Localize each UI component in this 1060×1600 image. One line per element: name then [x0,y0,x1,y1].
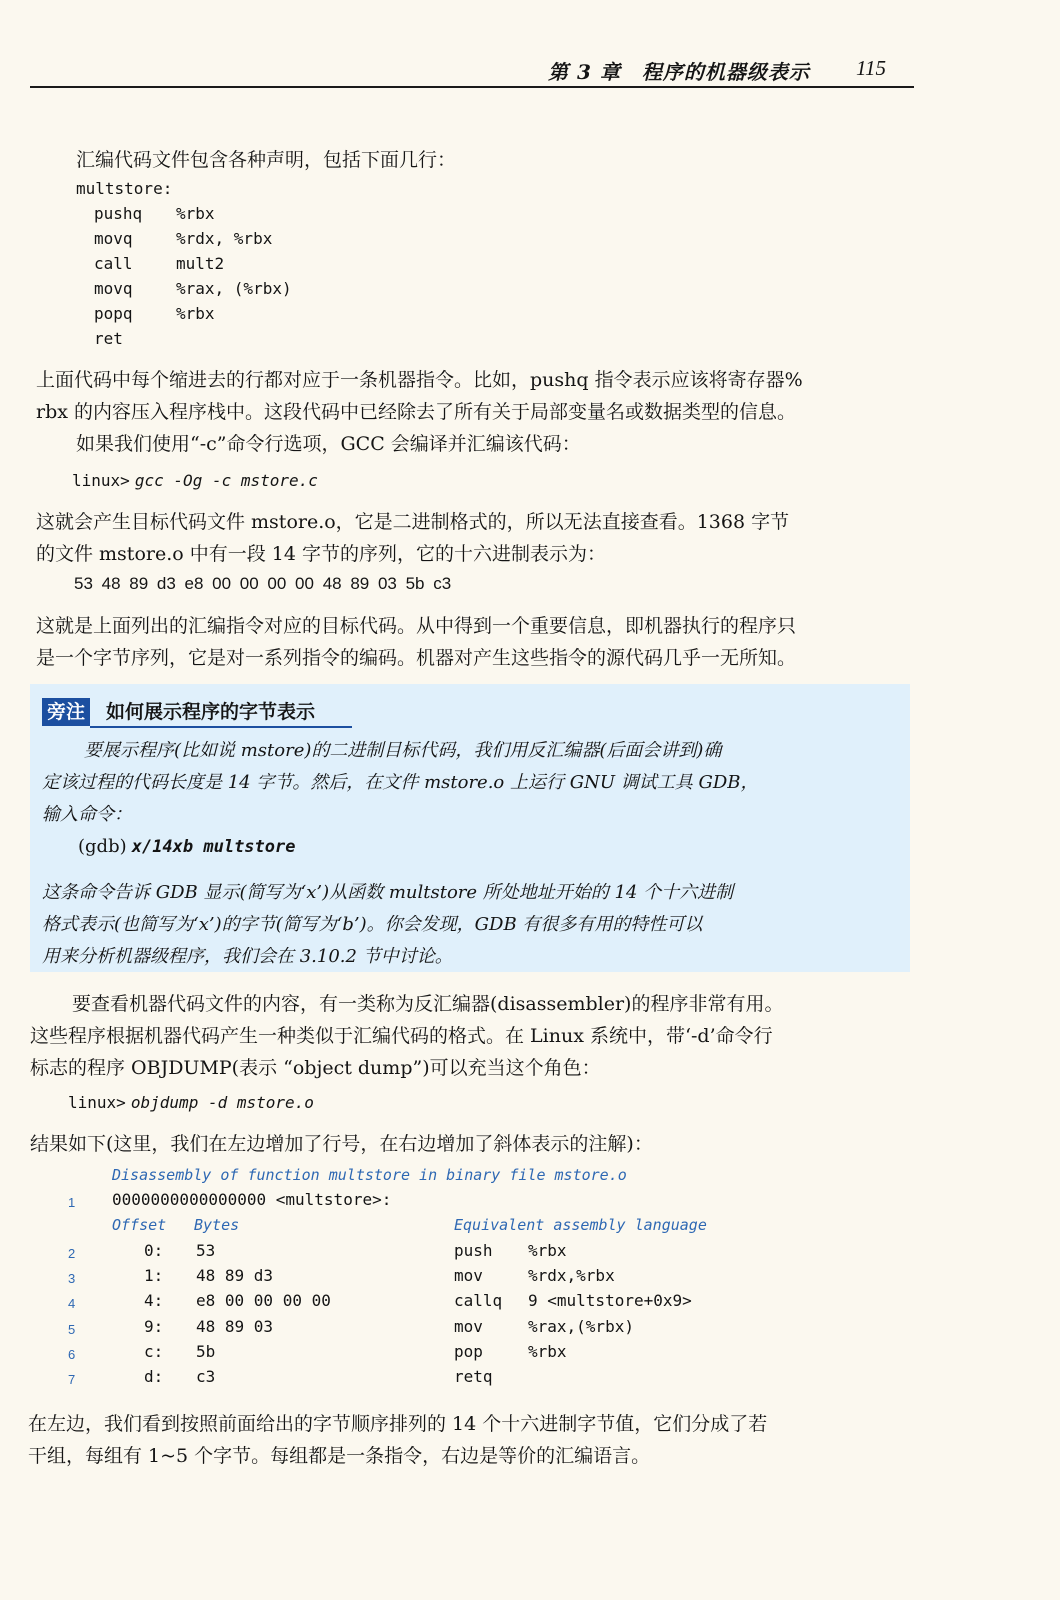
column-header-bytes: Bytes [194,1216,240,1234]
gdb-command-text: x/14xb multstore [131,837,296,857]
paragraph-line: 的文件 mstore.o 中有一段 14 字节的序列，它的十六进制表示为： [36,543,606,565]
code-line: movq %rax, (%rbx) [94,279,292,298]
op-cell: mov [454,1317,483,1336]
op-cell: pop [454,1342,483,1361]
bytes-cell: e8 00 00 00 00 [196,1291,331,1310]
sidebar-line: 这条命令告诉 GDB 显示(简写为‘x’)从函数 multstore 所处地址开始的 14 个十六进制 [42,882,734,903]
shell-prompt: linux> [72,471,130,490]
disassembly-line: 0000000000000000 <multstore>: [112,1190,392,1209]
sidebar-badge: 旁注 [42,698,90,726]
page-number: 115 [856,56,886,80]
code-line: ret [94,329,123,348]
line-number: 3 [68,1271,76,1286]
shell-command [68,1090,314,1115]
line-number: 5 [68,1322,76,1337]
sidebar-line: 定该过程的代码长度是 14 字节。然后，在文件 mstore.o 上运行 GNU 调试工具 GDB， [42,772,759,793]
offset-cell: 0: [144,1241,164,1260]
paragraph-line: 在左边，我们看到按照前面给出的字节顺序排列的 14 个十六进制字节值，它们分成了若 [28,1413,768,1435]
line-number: 2 [68,1246,76,1261]
paragraph-line: 这就会产生目标代码文件 mstore.o，它是二进制格式的，所以无法直接查看。1368 字节 [36,511,790,533]
disassembly-caption: Disassembly of function multstore in binary file mstore.o [112,1166,627,1184]
line-number: 4 [68,1296,76,1311]
paragraph-line: 要查看机器代码文件的内容，有一类称为反汇编器(disassembler)的程序非常有用。 [72,993,784,1015]
offset-cell: c: [144,1342,164,1361]
column-header-offset: Offset [112,1216,167,1234]
line-number: 6 [68,1347,76,1362]
code-block-multstore [76,176,292,351]
column-header-equivalent: Equivalent assembly language [454,1216,707,1234]
sidebar-line: 格式表示(也简写为‘x’)的字节(简写为‘b’)。你会发现，GDB 有很多有用的特性可以 [42,914,703,935]
header-rule [30,86,914,88]
code-line: pushq %rbx [94,204,215,223]
arg-cell: %rbx [528,1241,567,1260]
code-line: movq %rdx, %rbx [94,229,273,248]
paragraph-line: rbx 的内容压入程序栈中。这段代码中已经除去了所有关于局部变量名或数据类型的信息。 [36,401,797,423]
line-number: 7 [68,1372,76,1387]
sidebar-line: 输入命令： [42,804,132,825]
gdb-prompt: (gdb) [78,836,127,857]
shell-command-text: objdump -d mstore.o [130,1093,314,1112]
arg-cell: %rdx,%rbx [528,1266,615,1285]
shell-command-text: gcc -Og -c mstore.c [134,471,318,490]
code-line: popq %rbx [94,304,215,323]
paragraph-line: 结果如下(这里，我们在左边增加了行号，在右边增加了斜体表示的注解)： [30,1133,653,1155]
op-cell: mov [454,1266,483,1285]
paragraph-intro: 汇编代码文件包含各种声明，包括下面几行： [76,149,457,171]
code-line: call mult2 [94,254,225,273]
sidebar-title: 如何展示程序的字节表示 [106,701,316,723]
paragraph-line: 干组，每组有 1~5 个字节。每组都是一条指令，右边是等价的汇编语言。 [28,1445,651,1467]
paragraph-line: 是一个字节序列，它是对一系列指令的编码。机器对产生这些指令的源代码几乎一无所知。 [36,647,797,669]
shell-command [72,468,318,493]
shell-prompt: linux> [68,1093,126,1112]
offset-cell: 9: [144,1317,164,1336]
arg-cell: %rax,(%rbx) [528,1317,634,1336]
offset-cell: 1: [144,1266,164,1285]
paragraph-line: 这就是上面列出的汇编指令对应的目标代码。从中得到一个重要信息，即机器执行的程序只 [36,615,797,637]
paragraph-line: 如果我们使用“-c”命令行选项，GCC 会编译并汇编该代码： [76,433,581,455]
op-cell: callq [454,1291,503,1310]
op-cell: retq [454,1367,493,1386]
bytes-cell: 48 89 03 [196,1317,274,1336]
bytes-cell: 5b [196,1342,216,1361]
offset-cell: 4: [144,1291,164,1310]
arg-cell: %rbx [528,1342,567,1361]
offset-cell: d: [144,1367,164,1386]
bytes-cell: 53 [196,1241,216,1260]
line-number: 1 [68,1195,76,1210]
op-cell: push [454,1241,493,1260]
gdb-command [78,836,295,857]
arg-cell: 9 <multstore+0x9> [528,1291,692,1310]
sidebar-title-rule [90,726,352,728]
bytes-cell: 48 89 d3 [196,1266,274,1285]
paragraph-line: 这些程序根据机器代码产生一种类似于汇编代码的格式。在 Linux 系统中，带‘-d’命令行 [30,1025,773,1047]
paragraph-line: 标志的程序 OBJDUMP(表示 “object dump”)可以充当这个角色： [30,1057,601,1079]
paragraph-line: 上面代码中每个缩进去的行都对应于一条机器指令。比如，pushq 指令表示应该将寄存器% [36,369,803,391]
hex-bytes: 53 48 89 d3 e8 00 00 00 00 48 89 03 5b c3 [74,574,452,593]
code-label: multstore: [76,179,173,198]
sidebar-line: 要展示程序(比如说 mstore)的二进制目标代码，我们用反汇编器(后面会讲到)确 [84,740,722,761]
bytes-cell: c3 [196,1367,216,1386]
sidebar-line: 用来分析机器级程序，我们会在 3.10.2 节中讨论。 [42,946,453,967]
chapter-header: 第 3 章 程序的机器级表示 [548,60,810,84]
